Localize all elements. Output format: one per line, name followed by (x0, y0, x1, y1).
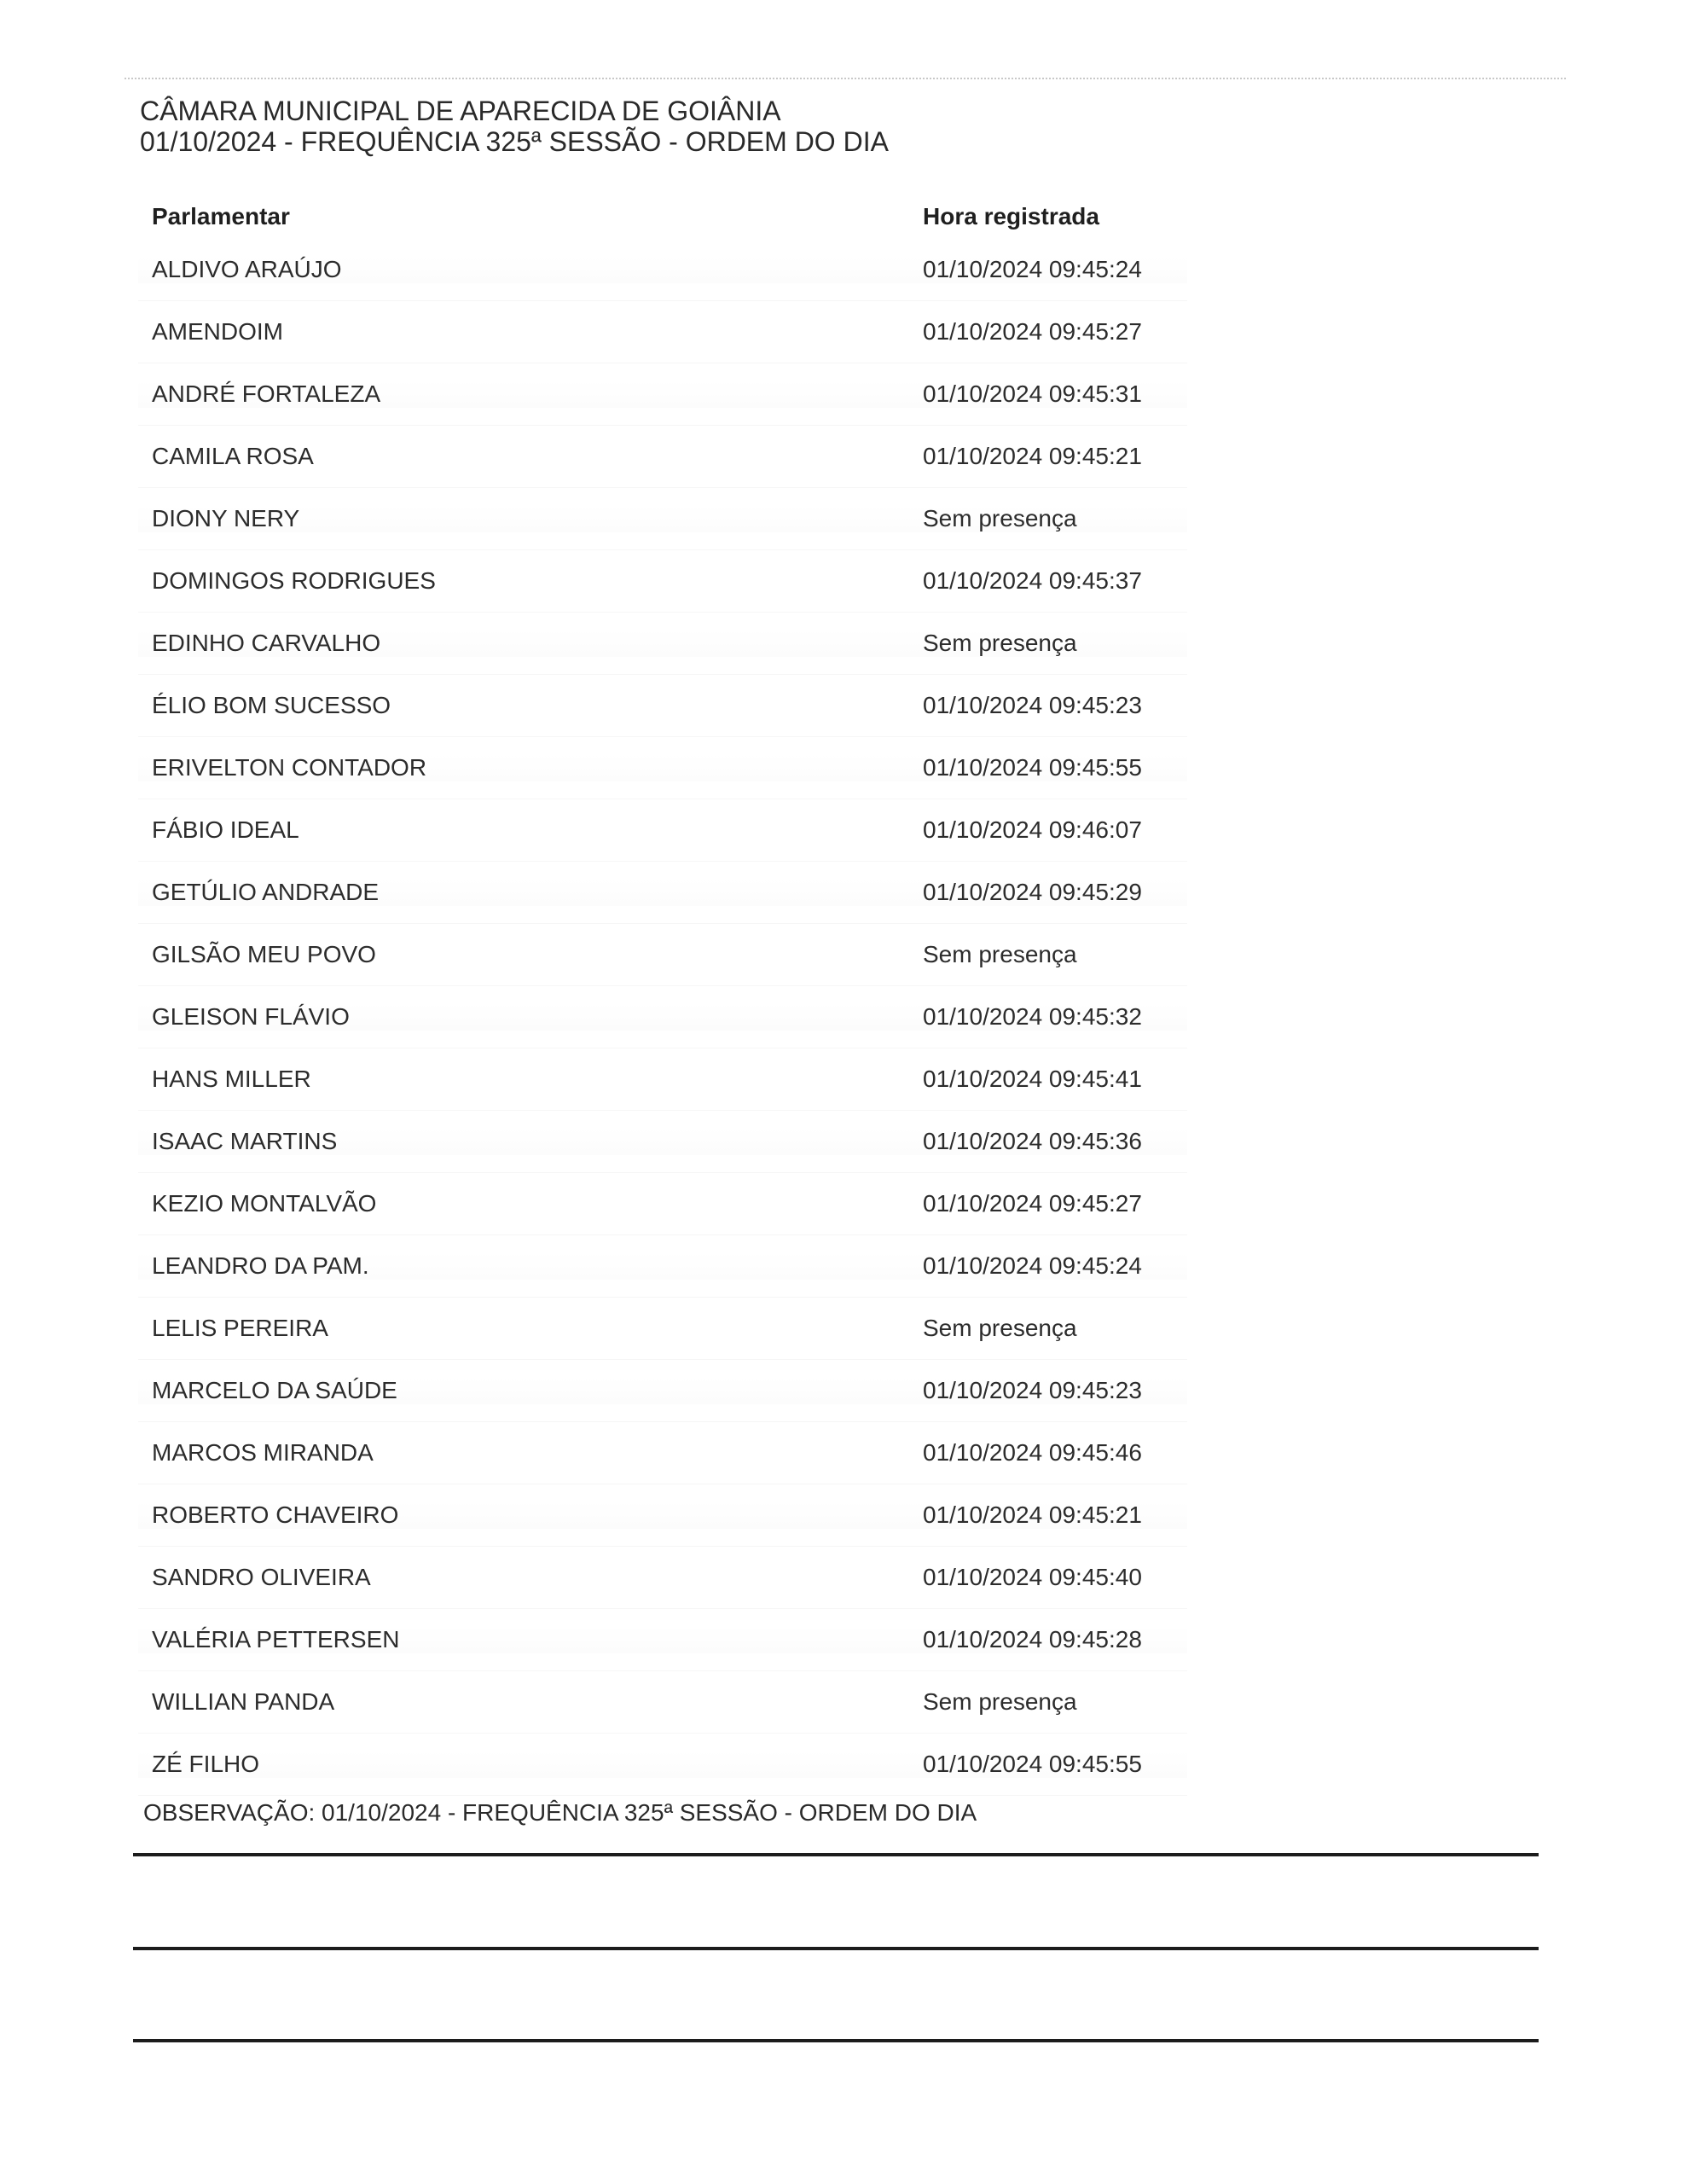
hora-registrada: 01/10/2024 09:45:37 (923, 567, 1142, 594)
hora-registrada: 01/10/2024 09:45:40 (923, 1564, 1142, 1590)
column-header-parlamentar: Parlamentar (152, 203, 290, 229)
table-row (138, 488, 1187, 550)
parlamentar-name: ÉLIO BOM SUCESSO (152, 692, 391, 718)
hora-registrada: 01/10/2024 09:45:46 (923, 1439, 1142, 1466)
table-row (138, 924, 1187, 986)
hora-registrada: Sem presença (923, 1315, 1077, 1341)
parlamentar-name: LEANDRO DA PAM. (138, 1252, 923, 1280)
signature-line (133, 1853, 1539, 1856)
parlamentar-name: ANDRÉ FORTALEZA (138, 380, 923, 408)
document-header (140, 96, 1419, 157)
hora-registrada: 01/10/2024 09:45:55 (923, 1751, 1187, 1778)
table-row (138, 363, 1187, 426)
parlamentar-name: ZÉ FILHO (138, 1751, 923, 1778)
parlamentar-name: VALÉRIA PETTERSEN (138, 1626, 923, 1653)
table-row (138, 986, 1187, 1048)
signature-line (133, 2039, 1539, 2042)
parlamentar-name: EDINHO CARVALHO (138, 630, 923, 657)
hora-registrada: 01/10/2024 09:45:36 (923, 1128, 1187, 1155)
table-row (138, 799, 1187, 862)
table-row (138, 1609, 1187, 1671)
table-row (138, 550, 1187, 613)
parlamentar-name: LELIS PEREIRA (152, 1315, 328, 1341)
table-row (138, 1235, 1187, 1298)
hora-registrada: 01/10/2024 09:45:55 (923, 754, 1187, 781)
table-row (138, 1734, 1187, 1796)
institution-title: CÂMARA MUNICIPAL DE APARECIDA DE GOIÂNIA (140, 96, 781, 126)
hora-registrada: 01/10/2024 09:45:41 (923, 1066, 1142, 1092)
parlamentar-name: KEZIO MONTALVÃO (152, 1190, 377, 1217)
observation-note: OBSERVAÇÃO: 01/10/2024 - FREQUÊNCIA 325ª SESSÃO - ORDEM DO DIA (143, 1799, 977, 1826)
table-row (138, 301, 1187, 363)
table-row (138, 1048, 1187, 1111)
session-title: 01/10/2024 - FREQUÊNCIA 325ª SESSÃO - ORDEM DO DIA (140, 126, 889, 157)
table-row (138, 1360, 1187, 1422)
hora-registrada: 01/10/2024 09:45:23 (923, 1377, 1187, 1404)
hora-registrada: Sem presença (923, 1688, 1077, 1715)
hora-registrada: 01/10/2024 09:45:27 (923, 318, 1142, 345)
hora-registrada: 01/10/2024 09:45:23 (923, 692, 1142, 718)
table-row (138, 239, 1187, 301)
top-dotted-rule (125, 78, 1566, 79)
table-row (138, 426, 1187, 488)
hora-registrada: Sem presença (923, 505, 1187, 532)
table-row (138, 1484, 1187, 1547)
table-row (138, 1173, 1187, 1235)
parlamentar-name: MARCOS MIRANDA (152, 1439, 374, 1466)
parlamentar-name: SANDRO OLIVEIRA (152, 1564, 371, 1590)
parlamentar-name: HANS MILLER (152, 1066, 311, 1092)
table-row (138, 737, 1187, 799)
parlamentar-name: CAMILA ROSA (152, 443, 314, 469)
parlamentar-name: AMENDOIM (152, 318, 283, 345)
parlamentar-name: FÁBIO IDEAL (152, 816, 299, 843)
hora-registrada: Sem presença (923, 941, 1077, 967)
parlamentar-name: DOMINGOS RODRIGUES (152, 567, 436, 594)
hora-registrada: 01/10/2024 09:45:32 (923, 1003, 1187, 1031)
parlamentar-name: ERIVELTON CONTADOR (138, 754, 923, 781)
parlamentar-name: GLEISON FLÁVIO (138, 1003, 923, 1031)
hora-registrada: 01/10/2024 09:45:24 (923, 256, 1187, 283)
table-row (138, 613, 1187, 675)
hora-registrada: 01/10/2024 09:45:28 (923, 1626, 1187, 1653)
table-row (138, 675, 1187, 737)
hora-registrada: 01/10/2024 09:45:29 (923, 879, 1187, 906)
table-row (138, 1547, 1187, 1609)
hora-registrada: 01/10/2024 09:45:27 (923, 1190, 1142, 1217)
table-body (138, 239, 1187, 1796)
parlamentar-name: DIONY NERY (138, 505, 923, 532)
parlamentar-name: GILSÃO MEU POVO (152, 941, 376, 967)
table-row (138, 1111, 1187, 1173)
table-header-row (138, 196, 1187, 237)
parlamentar-name: WILLIAN PANDA (152, 1688, 335, 1715)
parlamentar-name: GETÚLIO ANDRADE (138, 879, 923, 906)
hora-registrada: 01/10/2024 09:45:24 (923, 1252, 1187, 1280)
table-row (138, 1422, 1187, 1484)
signature-line (133, 1947, 1539, 1950)
hora-registrada: 01/10/2024 09:45:21 (923, 443, 1142, 469)
parlamentar-name: MARCELO DA SAÚDE (138, 1377, 923, 1404)
parlamentar-name: ISAAC MARTINS (138, 1128, 923, 1155)
hora-registrada: 01/10/2024 09:45:21 (923, 1502, 1187, 1529)
hora-registrada: 01/10/2024 09:45:31 (923, 380, 1187, 408)
column-header-hora-registrada: Hora registrada (923, 203, 1099, 229)
attendance-table (138, 196, 1187, 1796)
hora-registrada: Sem presença (923, 630, 1187, 657)
table-row (138, 1298, 1187, 1360)
table-row (138, 862, 1187, 924)
parlamentar-name: ROBERTO CHAVEIRO (138, 1502, 923, 1529)
parlamentar-name: ALDIVO ARAÚJO (138, 256, 923, 283)
hora-registrada: 01/10/2024 09:46:07 (923, 816, 1142, 843)
table-row (138, 1671, 1187, 1734)
